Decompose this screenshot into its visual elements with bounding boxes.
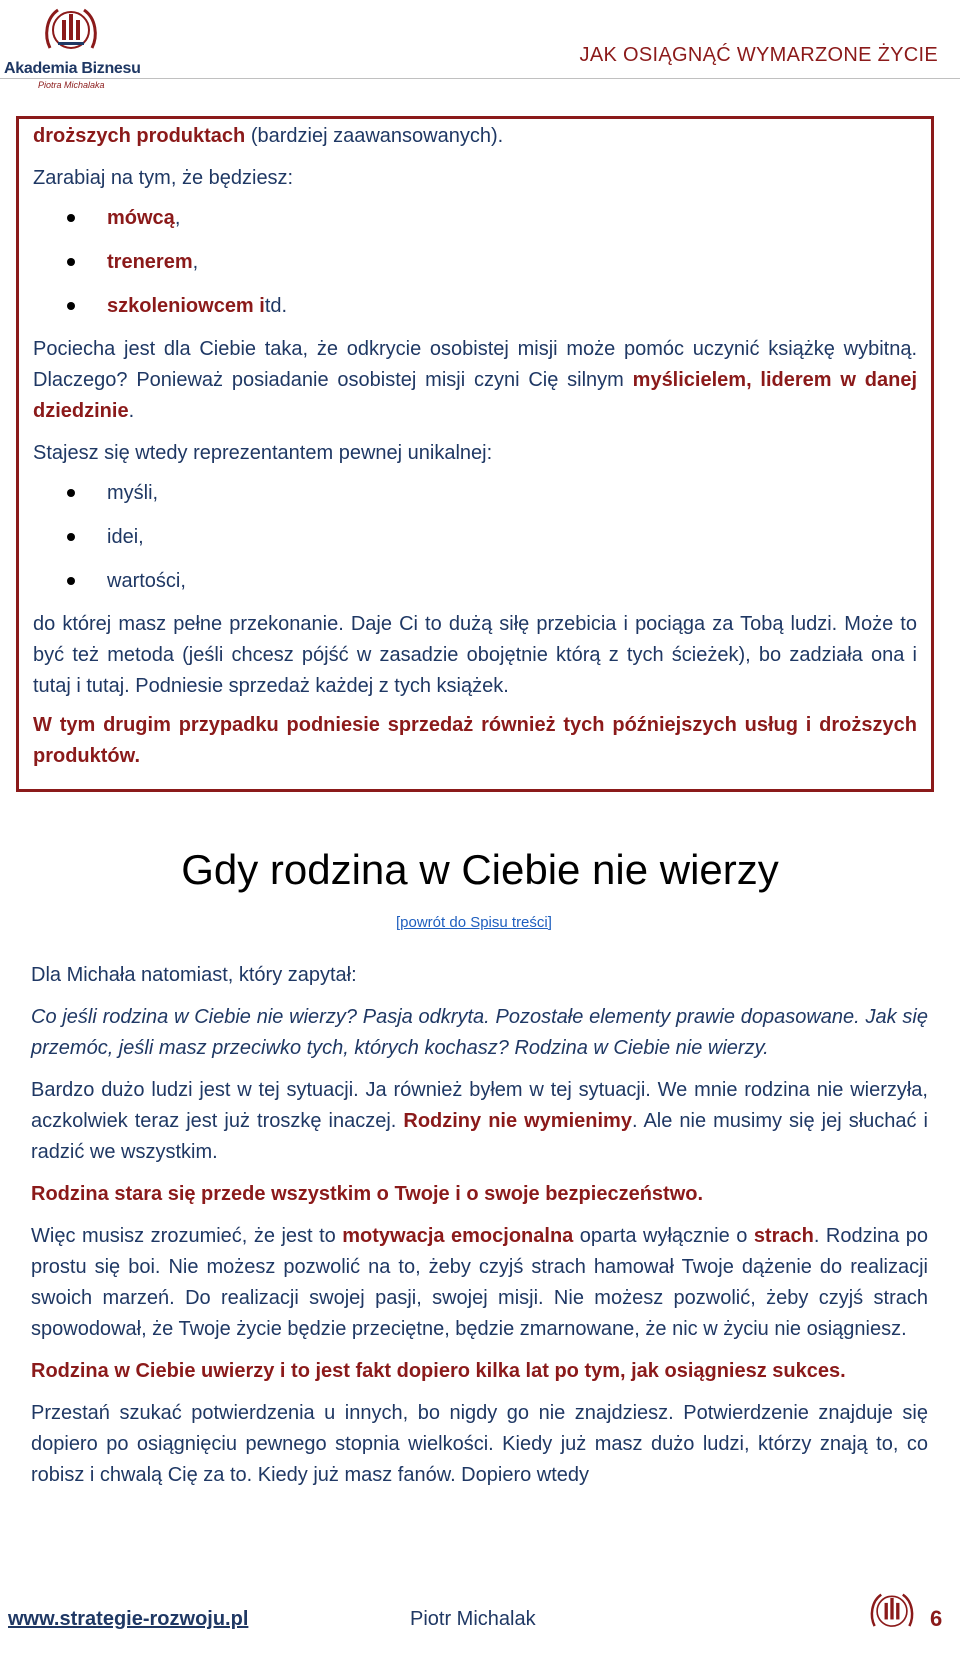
bullet-icon [67, 214, 75, 222]
logo-emblem-icon [42, 2, 100, 60]
box-paragraph-4: do której masz pełne przekonanie. Daje Ci to dużą siłę przebicia i pociąga za Tobą ludzi. Może to być też metoda (jeśli chcesz pójść w zasadzie obojętnie którą z tych ścieżek), bo zadziała ona i tutaj i tutaj. Podniesie sprzedaż każdej z tych książek. [33, 613, 917, 697]
body-paragraph-5: Więc musisz zrozumieć, że jest to motywacja emocjonalna oparta wyłącznie o strach. Rodzina po prostu się boi. Nie możesz pozwolić na to, żeby czyjś strach hamował Twoje dążenie do realizacji swoich marzeń. Do realizacji swojej pasji, swojej misji. Nie możesz pozwolić, żeby czyjś strach spowodował, że Twoje życie będzie przeciętne, będzie zmarnowane, że nic w życiu nie osiągniesz. [31, 1225, 929, 1340]
list-item: mówcą, [33, 196, 917, 240]
footer-emblem-icon [868, 1588, 916, 1636]
logo-subtitle: Piotra Michalaka [38, 80, 105, 90]
section-heading: Gdy rodzina w Ciebie nie wierzy [181, 846, 779, 893]
bullet-icon [67, 577, 75, 585]
bullet-icon [67, 302, 75, 310]
box-list-2 [33, 471, 917, 603]
header-divider [0, 78, 960, 79]
body-paragraph-7: Przestań szukać potwierdzenia u innych, bo nigdy go nie znajdziesz. Potwierdzenie znajduje się dopiero po osiągnięciu pewnego stopnia wielkości. Kiedy już masz dużo ludzi, którzy znają to, co robisz i chwalą Cię za to. Kiedy już masz fanów. Dopiero wtedy [31, 1402, 928, 1486]
box-paragraph-5: W tym drugim przypadku podniesie sprzedaż również tych późniejszych usług i droższych produktów. [33, 714, 917, 767]
box-line-2: Zarabiaj na tym, że będziesz: [33, 167, 294, 189]
box-paragraph-3: Stajesz się wtedy reprezentantem pewnej unikalnej: [33, 442, 493, 464]
list-item: szkoleniowcem itd. [33, 284, 917, 328]
box-line-1 [33, 121, 917, 152]
toc-backlink[interactable]: [powrót do Spisu treści] [396, 914, 552, 931]
body-text [31, 960, 928, 1491]
header-title: JAK OSIĄGNĄĆ WYMARZONE ŻYCIE [579, 44, 938, 66]
list-item: myśli, [33, 471, 917, 515]
bullet-icon [67, 533, 75, 541]
box-paragraph-2: Pociecha jest dla Ciebie taka, że odkrycie osobistej misji może pomóc uczynić książkę wybitną. Dlaczego? Ponieważ posiadanie osobistej misji czyni Cię silnym myślicielem, liderem w danej dziedzinie. [33, 338, 917, 422]
footer-website-link[interactable]: www.strategie-rozwoju.pl [8, 1608, 249, 1630]
body-paragraph-2: Co jeśli rodzina w Ciebie nie wierzy? Pasja odkryta. Pozostałe elementy prawie dopasowane. Jak się przemóc, jeśli masz przeciwko tych, których kochasz? Rodzina w Ciebie nie wierzy. [31, 1006, 928, 1059]
box-line-1-rest: (bardziej zaawansowanych). [245, 125, 504, 147]
footer-author: Piotr Michalak [410, 1608, 536, 1630]
body-paragraph-6: Rodzina w Ciebie uwierzy i to jest fakt dopiero kilka lat po tym, jak osiągniesz sukces. [31, 1360, 846, 1382]
body-paragraph-3: Bardzo dużo ludzi jest w tej sytuacji. Ja również byłem w tej sytuacji. We mnie rodzina nie wierzyła, aczkolwiek teraz jest już troszkę inaczej. Rodziny nie wymienimy. Ale nie musimy się jej słuchać i radzić we wszystkim. [31, 1079, 929, 1163]
body-paragraph-1: Dla Michała natomiast, który zapytał: [31, 964, 357, 986]
list-item: idei, [33, 515, 917, 559]
logo [4, 2, 141, 90]
logo-title: Akademia Biznesu [4, 60, 141, 77]
list-item: wartości, [33, 559, 917, 603]
box-list-1 [33, 196, 917, 328]
highlight-box [16, 116, 934, 792]
bullet-icon [67, 258, 75, 266]
bullet-icon [67, 489, 75, 497]
list-item: trenerem, [33, 240, 917, 284]
box-line-1-bold: droższych produktach [33, 125, 246, 147]
body-paragraph-4: Rodzina stara się przede wszystkim o Twoje i o swoje bezpieczeństwo. [31, 1183, 704, 1205]
page-number: 6 [930, 1606, 943, 1631]
